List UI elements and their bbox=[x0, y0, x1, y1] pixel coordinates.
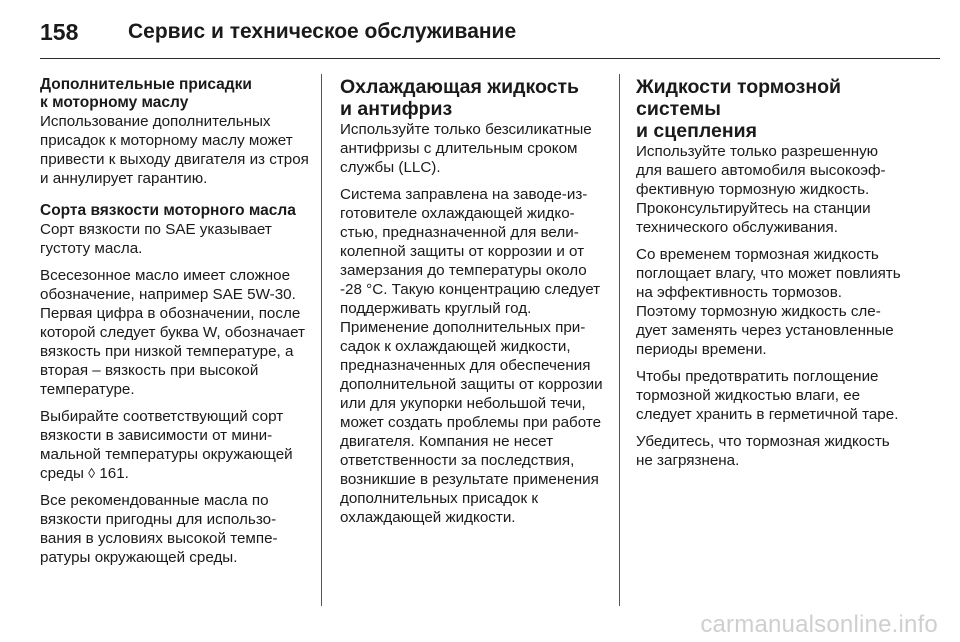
section-title-viscosity: Сорта вязкости моторного масла bbox=[40, 202, 296, 219]
section-title-additives-line1: Дополнительные присадки bbox=[40, 76, 252, 93]
page-ref-link[interactable]: 161. bbox=[99, 465, 129, 482]
column-divider-1 bbox=[321, 74, 322, 606]
paragraph: Используйте только разрешенную для вашего автомобиля высокоэффективную тормозную жидкость. Проконсультируйтесь на станции технического обслуживания. bbox=[636, 143, 886, 236]
page-ref-icon: ◊ bbox=[88, 465, 96, 481]
paragraph: Сорт вязкости по SAE указывает густоту масла. bbox=[40, 221, 272, 257]
paragraph: Система заправлена на заводе-изготовителе охлаждающей жидкостью, предназначенной для великолепной защиты от коррозии и от замерзания до температуры около -28 °C. Такую концентрацию следует поддерживать круглый год. Применение дополнительных присадок к охлаждающей жидкости, предназначенных для обеспечения дополнительной защиты от коррозии или для укупорки небольшой течи, может создать проблемы при работе двигателя. Компания не несет ответственности за последствия, возникшие в результате применения дополнительных присадок к охлаждающей жидкости. bbox=[340, 186, 603, 526]
section-viscosity bbox=[40, 202, 310, 567]
paragraph-with-ref bbox=[40, 407, 310, 483]
paragraph: Убедитесь, что тормозная жидкость не загрязнена. bbox=[636, 433, 890, 469]
paragraph: Используйте только безсиликатные антифризы с длительным сроком службы (LLC). bbox=[340, 121, 592, 176]
page-title: Сервис и техническое обслуживание bbox=[128, 20, 517, 43]
section-title-brake-fluid-line1: Жидкости тормозной системы bbox=[636, 76, 841, 120]
page-number: 158 bbox=[40, 18, 79, 45]
column-divider-2 bbox=[619, 74, 620, 606]
column-1 bbox=[40, 76, 310, 581]
paragraph: Со временем тормозная жидкость поглощает влагу, что может повлиять на эффективность тормозов. Поэтому тормозную жидкость следует заменять через установленные периоды времени. bbox=[636, 246, 901, 358]
watermark: carmanualsonline.info bbox=[700, 611, 938, 638]
section-title-coolant-line2: и антифриз bbox=[340, 98, 453, 120]
section-title-brake-fluid-line2: и сцепления bbox=[636, 120, 757, 142]
column-2 bbox=[340, 76, 605, 535]
section-additives bbox=[40, 76, 310, 188]
paragraph: Всесезонное масло имеет сложное обозначение, например SAE 5W-30. Первая цифра в обозначении, после которой следует буква W, обозначает вязкость при низкой температуре, а вторая – вязкость при высокой температуре. bbox=[40, 267, 305, 398]
column-3 bbox=[636, 76, 906, 478]
section-title-additives-line2: к моторному маслу bbox=[40, 94, 189, 111]
header-divider bbox=[40, 58, 940, 59]
paragraph: Использование дополнительных присадок к моторному маслу может привести к выходу двигателя из строя и аннулирует гарантию. bbox=[40, 113, 309, 187]
page-header bbox=[40, 14, 516, 50]
paragraph: Чтобы предотвратить поглощение тормозной жидкостью влаги, ее следует хранить в герметичной таре. bbox=[636, 368, 899, 423]
section-title-coolant-line1: Охлаждающая жидкость bbox=[340, 76, 580, 98]
paragraph-text: Выбирайте соответствующий сорт вязкости в зависимости от минимальной температуры окружающей среды bbox=[40, 408, 293, 482]
paragraph: Все рекомендованные масла по вязкости пригодны для использования в условиях высокой температуры окружающей среды. bbox=[40, 492, 278, 566]
